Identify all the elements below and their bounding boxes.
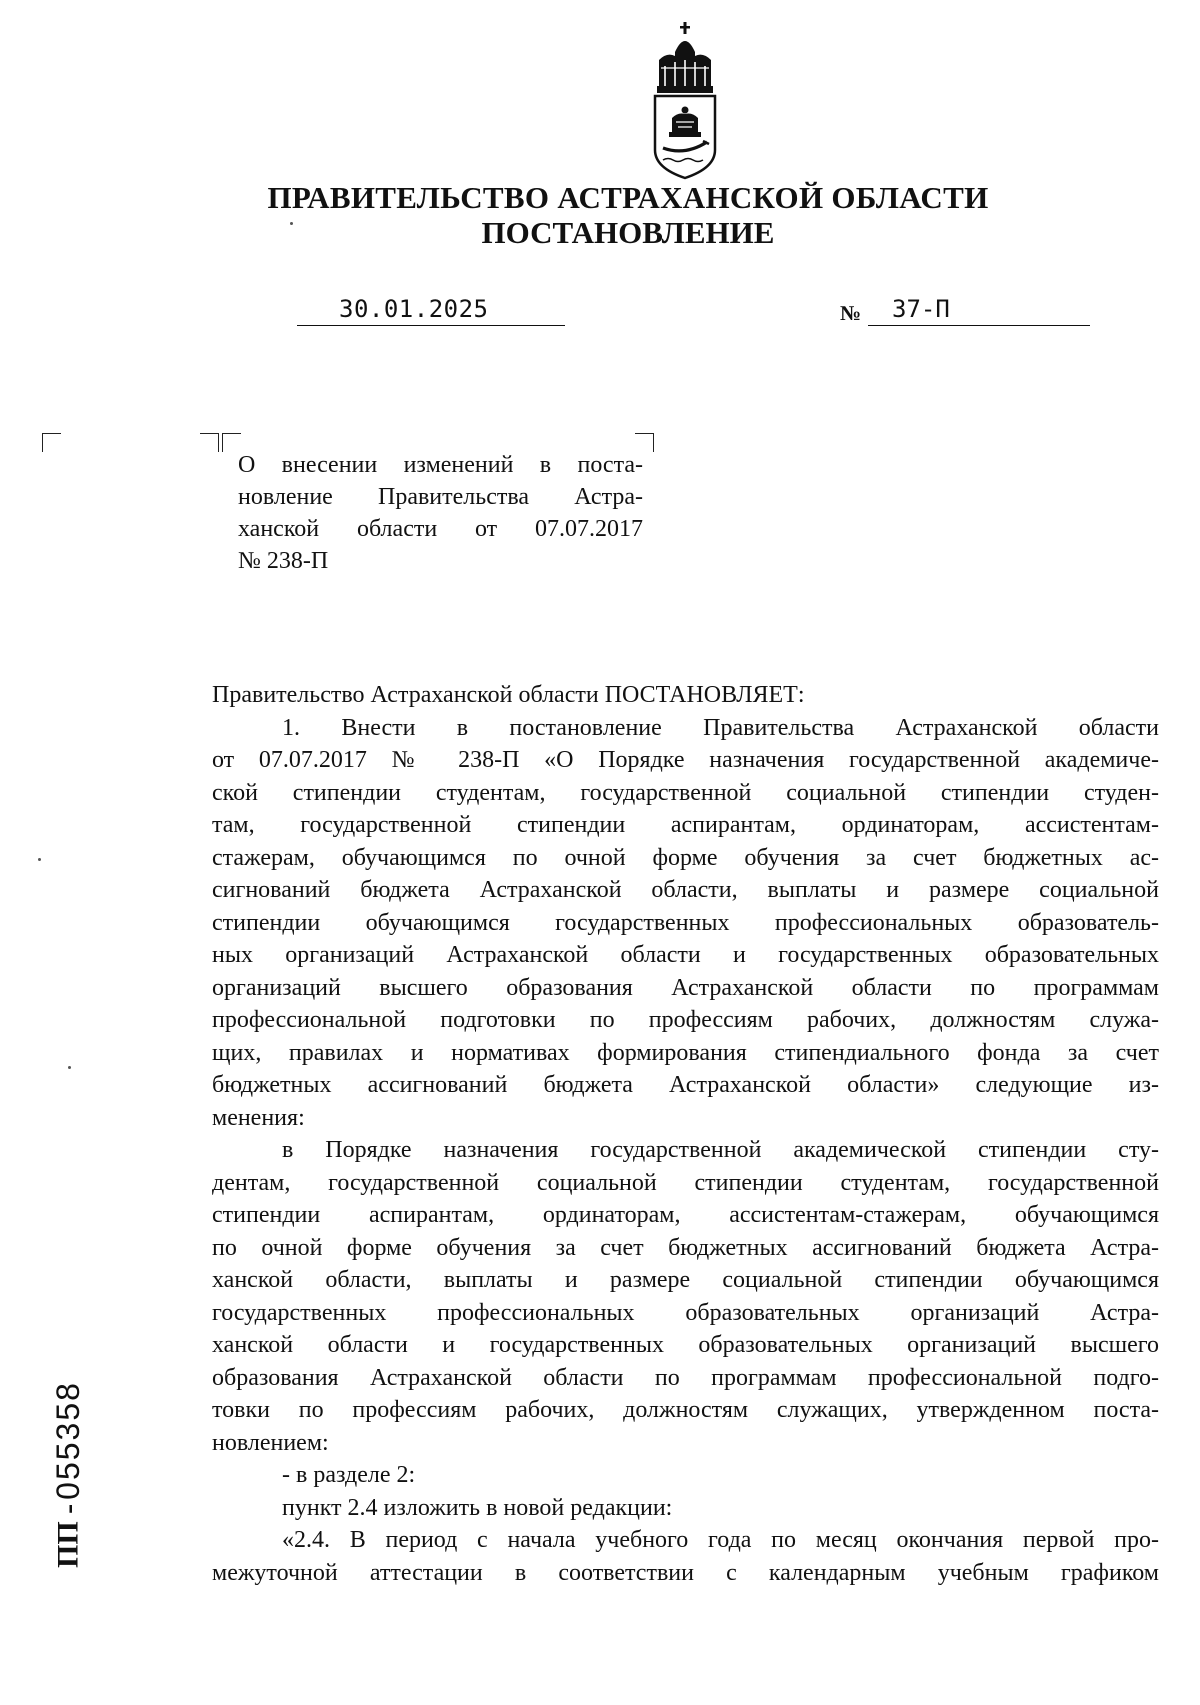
- document-subject: [238, 449, 643, 577]
- organization-title: ПРАВИТЕЛЬСТВО АСТРАХАНСКОЙ ОБЛАСТИ: [267, 180, 989, 215]
- left-margin-corner-mark: [42, 433, 61, 452]
- body-line: государственных профессиональных образовательных организаций Астра-: [212, 1299, 1159, 1326]
- serial-number: 055358: [50, 1381, 86, 1500]
- body-line: в Порядке назначения государственной академической стипендии сту-: [282, 1137, 1159, 1163]
- body-line: стипендии аспирантам, ординаторам, ассистентам-стажерам, обучающимся: [212, 1202, 1159, 1228]
- body-line: стипендии обучающимся государственных профессиональных образователь-: [212, 909, 1159, 936]
- body-line: ханской области, выплаты и размере социальной стипендии обучающимся: [212, 1267, 1159, 1293]
- scan-speck: [38, 858, 41, 861]
- serial-prefix: ПП -: [51, 1503, 85, 1568]
- body-line: ской стипендии студентам, государственной социальной стипендии студен-: [212, 779, 1159, 806]
- body-line: «2.4. В период с начала учебного года по месяц окончания первой про-: [282, 1527, 1159, 1553]
- number-sign: №: [840, 301, 862, 325]
- body-line: бюджетных ассигнований бюджета Астраханской области» следующие из-: [212, 1072, 1159, 1098]
- body-line: профессиональной подготовки по профессиям рабочих, должностям служа-: [212, 1007, 1159, 1033]
- subject-line: новление Правительства Астра-: [238, 484, 643, 510]
- subject-line: О внесении изменений в поста-: [238, 452, 643, 478]
- body-line: 1. Внести в постановление Правительства Астраханской области: [282, 714, 1159, 741]
- document-body: [212, 679, 1159, 1589]
- body-line: - в разделе 2:: [282, 1462, 416, 1488]
- body-line: пункт 2.4 изложить в новой редакции:: [282, 1494, 673, 1521]
- body-line: стажерам, обучающимся по очной форме обучения за счет бюджетных ас-: [212, 844, 1159, 871]
- subject-corner-mark-left-outer: [200, 433, 219, 452]
- body-line: товки по профессиям рабочих, должностям служащих, утвержденном поста-: [212, 1397, 1159, 1423]
- coat-of-arms-emblem: [645, 22, 725, 180]
- document-number: 37-П: [892, 295, 950, 323]
- body-line: межуточной аттестации в соответствии с календарным учебным графиком: [212, 1559, 1159, 1586]
- body-line: по очной форме обучения за счет бюджетных ассигнований бюджета Астра-: [212, 1234, 1159, 1261]
- number-field: [868, 295, 1090, 326]
- body-line: щих, правилах и нормативах формирования стипендиального фонда за счет: [212, 1039, 1159, 1066]
- body-line: ных организаций Астраханской области и государственных образовательных: [212, 942, 1159, 968]
- date-field: [297, 295, 565, 326]
- subject-line: ханской области от 07.07.2017: [238, 516, 643, 542]
- body-line: менения:: [212, 1104, 305, 1131]
- subject-line: № 238-П: [238, 548, 329, 574]
- scan-speck: [68, 1066, 71, 1069]
- body-line: там, государственной стипендии аспирантам, ординаторам, ассистентам-: [212, 812, 1159, 838]
- body-line: ханской области и государственных образовательных организаций высшего: [212, 1332, 1159, 1358]
- document-date: 30.01.2025: [339, 295, 489, 323]
- body-line: организаций высшего образования Астраханской области по программам: [212, 974, 1159, 1001]
- body-line: новлением:: [212, 1429, 329, 1456]
- body-line: сигнований бюджета Астраханской области, выплаты и размере социальной: [212, 877, 1159, 903]
- side-serial-number: [50, 1368, 90, 1568]
- scan-speck: [290, 222, 293, 225]
- document-type-title: ПОСТАНОВЛЕНИЕ: [481, 215, 775, 250]
- body-line: образования Астраханской области по программам профессиональной подго-: [212, 1364, 1159, 1391]
- body-line: дентам, государственной социальной стипендии студентам, государственной: [212, 1169, 1159, 1196]
- body-intro-line: Правительство Астраханской области ПОСТАНОВЛЯЕТ:: [212, 682, 805, 708]
- body-line: от 07.07.2017 № 238-П «О Порядке назначения государственной академиче-: [212, 747, 1159, 773]
